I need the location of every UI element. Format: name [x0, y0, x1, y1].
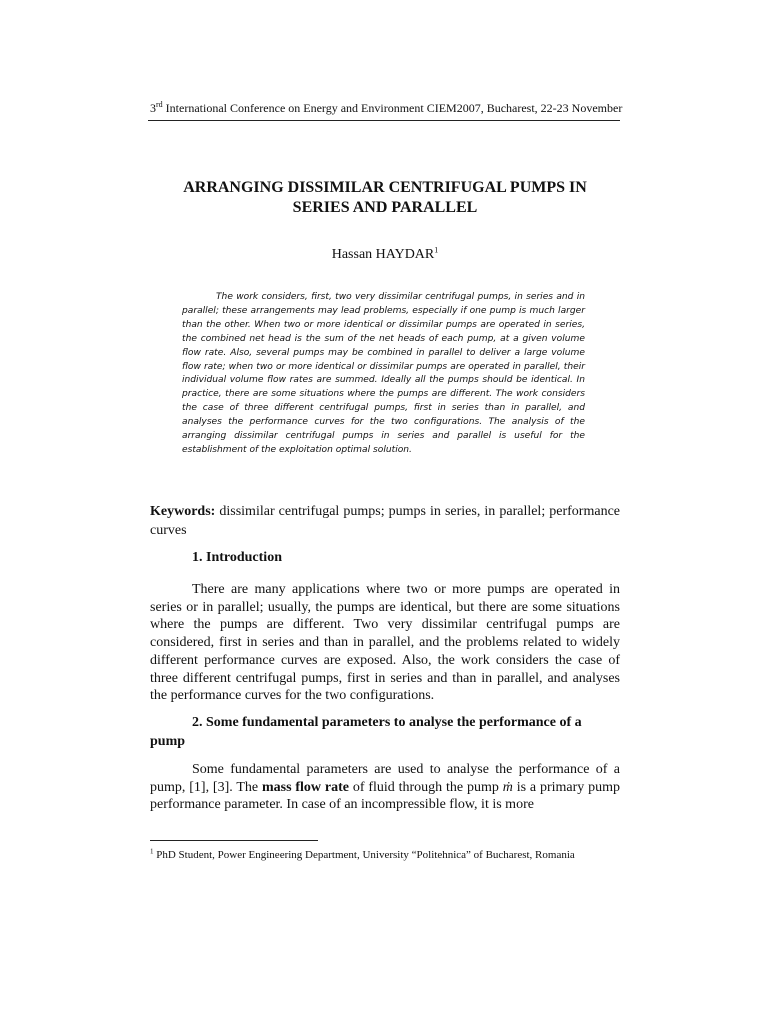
header-ordinal-suffix: rd — [156, 100, 163, 109]
keywords-text: dissimilar centrifugal pumps; pumps in series, in parallel; performance curves — [150, 504, 620, 538]
section-2-text-middle: of fluid through the pump — [348, 779, 503, 795]
section-2-text-after: is a primary pump performance parameter. In case of an incompressible flow, it is more — [150, 779, 620, 813]
header-rule — [148, 120, 620, 121]
keywords-label: Keywords: — [150, 504, 216, 519]
section-1-paragraph: There are many applications where two or more pumps are operated in series or in parallel; usually, the pumps are identical, but there are some situations where the pumps are different. Two very dissimilar centrifugal pumps are considered, first in series and than in parallel, and the problems related to widely different performance curves are exposed. Also, the work considers the case of three different centrifugal pumps, first in series and than in parallel, and analyses the performance curves for the two configurations. — [150, 582, 620, 704]
author — [150, 246, 620, 264]
footnote-rule — [150, 840, 318, 841]
header-text: International Conference on Energy and Environment CIEM2007, Bucharest, 22-23 November — [162, 101, 623, 115]
footnote-mark: 1 — [150, 847, 154, 856]
paper-title — [150, 178, 620, 218]
title-line-1: ARRANGING DISSIMILAR CENTRIFUGAL PUMPS IN — [183, 179, 587, 196]
abstract: The work considers, first, two very dissimilar centrifugal pumps, in series and in parallel; these arrangements may lead problems, especially if one pump is much larger than the other. When two or more identical or dissimilar pumps are operated in series, the combined net head is the sum of the net heads of each pump, at a given volume flow rate. Also, several pumps may be combined in parallel to deliver a large volume flow rate; when two or more identical or dissimilar pumps are operated in parallel, their individual volume flow rates are summed. Ideally all the pumps should be identical. In practice, there are some situations where the pumps are different. The work considers the case of three different centrifugal pumps, first in series than in parallel, and analyses the performance curves for the two configurations. The analysis of the arranging dissimilar centrifugal pumps in series and parallel is useful for the establishment of the exploitation optimal solution. — [182, 292, 585, 455]
footnote — [150, 848, 620, 862]
keywords — [150, 502, 620, 540]
section-2-heading: 2. Some fundamental parameters to analyse the performance of a pump — [150, 715, 582, 749]
section-2-text-before: Some fundamental parameters are used to analyse the performance of a pump, [1], [3]. The — [150, 762, 620, 795]
title-line-2: SERIES AND PARALLEL — [292, 199, 478, 216]
section-1-heading: 1. Introduction — [192, 550, 282, 565]
author-footnote-mark: 1 — [434, 245, 439, 255]
author-name: Hassan HAYDAR — [331, 247, 435, 262]
mass-flow-rate-term: mass flow rate — [261, 779, 349, 795]
section-2-paragraph — [150, 761, 620, 814]
footnote-text: PhD Student, Power Engineering Department, University “Politehnica” of Bucharest, Romania — [153, 849, 575, 861]
mass-flow-symbol: ṁ — [502, 779, 513, 795]
running-header — [150, 100, 623, 116]
header-ordinal: 3 — [150, 101, 156, 115]
